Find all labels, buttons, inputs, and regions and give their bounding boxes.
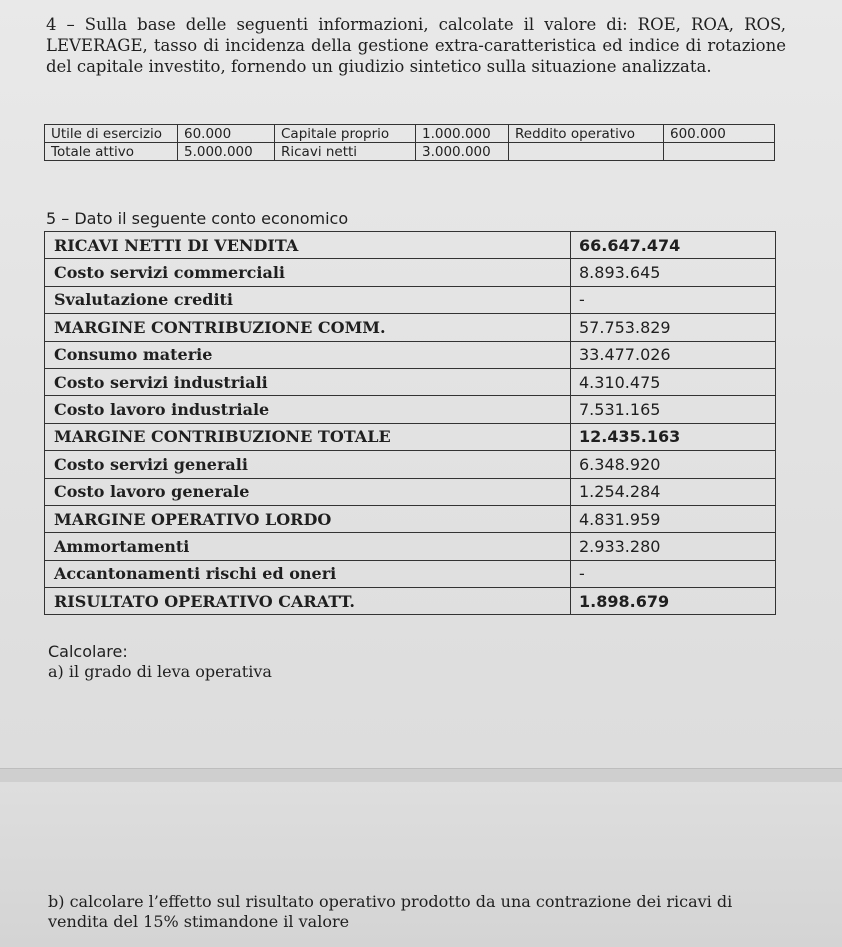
table-row xyxy=(45,259,776,286)
table-row xyxy=(45,368,776,395)
row-label: Ammortamenti xyxy=(45,533,571,560)
table-cell: Capitale proprio xyxy=(275,125,416,143)
row-value: 1.254.284 xyxy=(571,478,776,505)
table-cell: Reddito operativo xyxy=(509,125,664,143)
info-table xyxy=(44,124,775,161)
row-value: - xyxy=(571,560,776,587)
row-label: Consumo materie xyxy=(45,341,571,368)
table-row xyxy=(45,143,775,161)
question-4-text: 4 – Sulla base delle seguenti informazioni, calcolate il valore di: ROE, ROA, ROS, LEVERAGE, tasso di incidenza della gestione extra-caratteristica ed indice di rotazione del capitale investito, fornendo un giudizio sintetico sulla situazione analizzata. xyxy=(46,15,786,76)
row-label: Costo servizi generali xyxy=(45,451,571,478)
table-row xyxy=(45,396,776,423)
table-cell: 5.000.000 xyxy=(178,143,275,161)
row-value: 6.348.920 xyxy=(571,451,776,478)
row-value: 8.893.645 xyxy=(571,259,776,286)
table-row xyxy=(45,533,776,560)
row-value: 66.647.474 xyxy=(571,232,776,259)
row-label: Costo servizi commerciali xyxy=(45,259,571,286)
table-row xyxy=(45,451,776,478)
table-row xyxy=(45,505,776,532)
row-value: 4.831.959 xyxy=(571,505,776,532)
table-cell: Totale attivo xyxy=(45,143,178,161)
table-row xyxy=(45,478,776,505)
row-value: 1.898.679 xyxy=(571,588,776,615)
row-label: MARGINE CONTRIBUZIONE COMM. xyxy=(45,314,571,341)
row-value: 57.753.829 xyxy=(571,314,776,341)
row-label: Costo lavoro industriale xyxy=(45,396,571,423)
question-5-title: 5 – Dato il seguente conto economico xyxy=(46,209,349,228)
row-label: Accantonamenti rischi ed oneri xyxy=(45,560,571,587)
row-label: Costo lavoro generale xyxy=(45,478,571,505)
table-row xyxy=(45,588,776,615)
table-row xyxy=(45,286,776,313)
question-b-text: b) calcolare l’effetto sul risultato operativo prodotto da una contrazione dei ricavi di vendita del 15% stimandone il valore xyxy=(48,892,733,931)
calcolare-heading: Calcolare: xyxy=(48,642,128,661)
table-cell: 1.000.000 xyxy=(416,125,509,143)
table-row xyxy=(45,423,776,450)
row-value: 4.310.475 xyxy=(571,368,776,395)
table-cell: 60.000 xyxy=(178,125,275,143)
table-row xyxy=(45,232,776,259)
table-cell xyxy=(664,143,775,161)
table-cell: Utile di esercizio xyxy=(45,125,178,143)
row-value: - xyxy=(571,286,776,313)
row-value: 2.933.280 xyxy=(571,533,776,560)
row-label: MARGINE OPERATIVO LORDO xyxy=(45,505,571,532)
table-row xyxy=(45,341,776,368)
row-label: Costo servizi industriali xyxy=(45,368,571,395)
table-cell: 3.000.000 xyxy=(416,143,509,161)
row-label: Svalutazione crediti xyxy=(45,286,571,313)
table-row xyxy=(45,314,776,341)
row-value: 33.477.026 xyxy=(571,341,776,368)
table-cell: 600.000 xyxy=(664,125,775,143)
row-label: RICAVI NETTI DI VENDITA xyxy=(45,232,571,259)
row-value: 7.531.165 xyxy=(571,396,776,423)
table-cell xyxy=(509,143,664,161)
income-statement-table xyxy=(44,231,776,615)
question-a-text: a) il grado di leva operativa xyxy=(48,662,272,681)
table-row xyxy=(45,125,775,143)
table-row xyxy=(45,560,776,587)
row-label: RISULTATO OPERATIVO CARATT. xyxy=(45,588,571,615)
row-value: 12.435.163 xyxy=(571,423,776,450)
row-label: MARGINE CONTRIBUZIONE TOTALE xyxy=(45,423,571,450)
table-cell: Ricavi netti xyxy=(275,143,416,161)
